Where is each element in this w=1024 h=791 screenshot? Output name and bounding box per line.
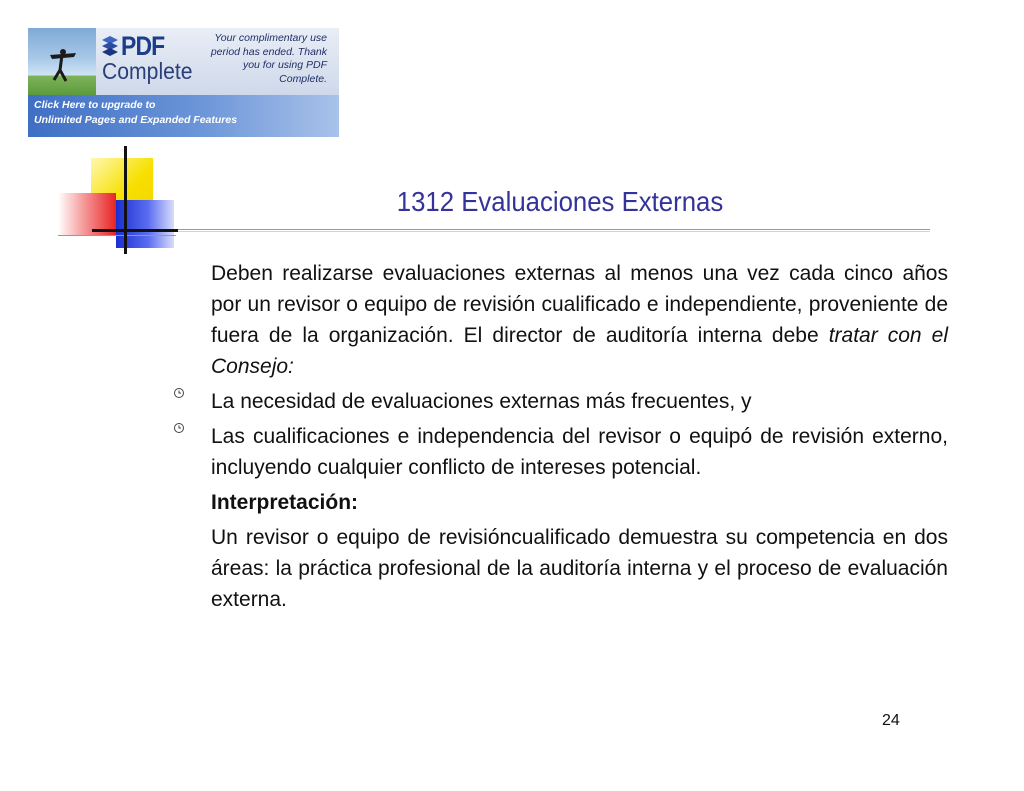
- page-number: 24: [882, 712, 900, 729]
- bullet-item: [211, 386, 948, 417]
- jumping-person-icon: [36, 40, 86, 90]
- slide-body: [211, 258, 948, 619]
- pdf-complete-upgrade-banner[interactable]: [28, 28, 339, 137]
- intro-paragraph: [211, 258, 948, 382]
- upgrade-bar[interactable]: [28, 95, 339, 137]
- title-underline-shadow: [178, 231, 930, 232]
- title-underline: [178, 229, 930, 230]
- pdf-logo-text: PDF: [121, 31, 165, 61]
- decor-vertical-line: [124, 146, 127, 254]
- slide-title: 1312 Evaluaciones Externas: [396, 186, 724, 217]
- bullet-text: La necesidad de evaluaciones externas más frecuentes, y: [211, 390, 752, 413]
- clock-bullet-icon: [173, 422, 185, 434]
- upgrade-link[interactable]: Click Here to upgrade to Unlimited Pages and Expanded Features: [34, 99, 238, 126]
- clock-bullet-icon: [173, 387, 185, 399]
- interpretation-heading: Interpretación:: [211, 491, 359, 514]
- decor-horizontal-line: [92, 229, 178, 232]
- complete-logo-text: Complete: [102, 58, 193, 84]
- interpretation-paragraph: Un revisor o equipo de revisióncualificado demuestra su competencia en dos áreas: la práctica profesional de la auditoría interna y el proceso de evaluación externa.: [211, 526, 948, 611]
- intro-italic-text: tratar con el Consejo:: [211, 324, 949, 378]
- trial-expired-message: Your complimentary use period has ended. Thank you for using PDF Complete.: [210, 32, 327, 85]
- intro-text: Deben realizarse evaluaciones externas al menos una vez cada cinco años por un revisor o equipo de revisión cualificado e independiente, proveniente de fuera de la organización. El director de auditoría interna debe: [211, 262, 948, 347]
- bullet-text: Las cualificaciones e independencia del revisor o equipó de revisión externo, incluyendo cualquier conflicto de intereses potencial.: [211, 425, 948, 479]
- pdf-logo-icon: [100, 34, 120, 56]
- bullet-item: [211, 421, 948, 483]
- decor-thin-line: [58, 235, 176, 236]
- banner-sky-image: [28, 28, 96, 95]
